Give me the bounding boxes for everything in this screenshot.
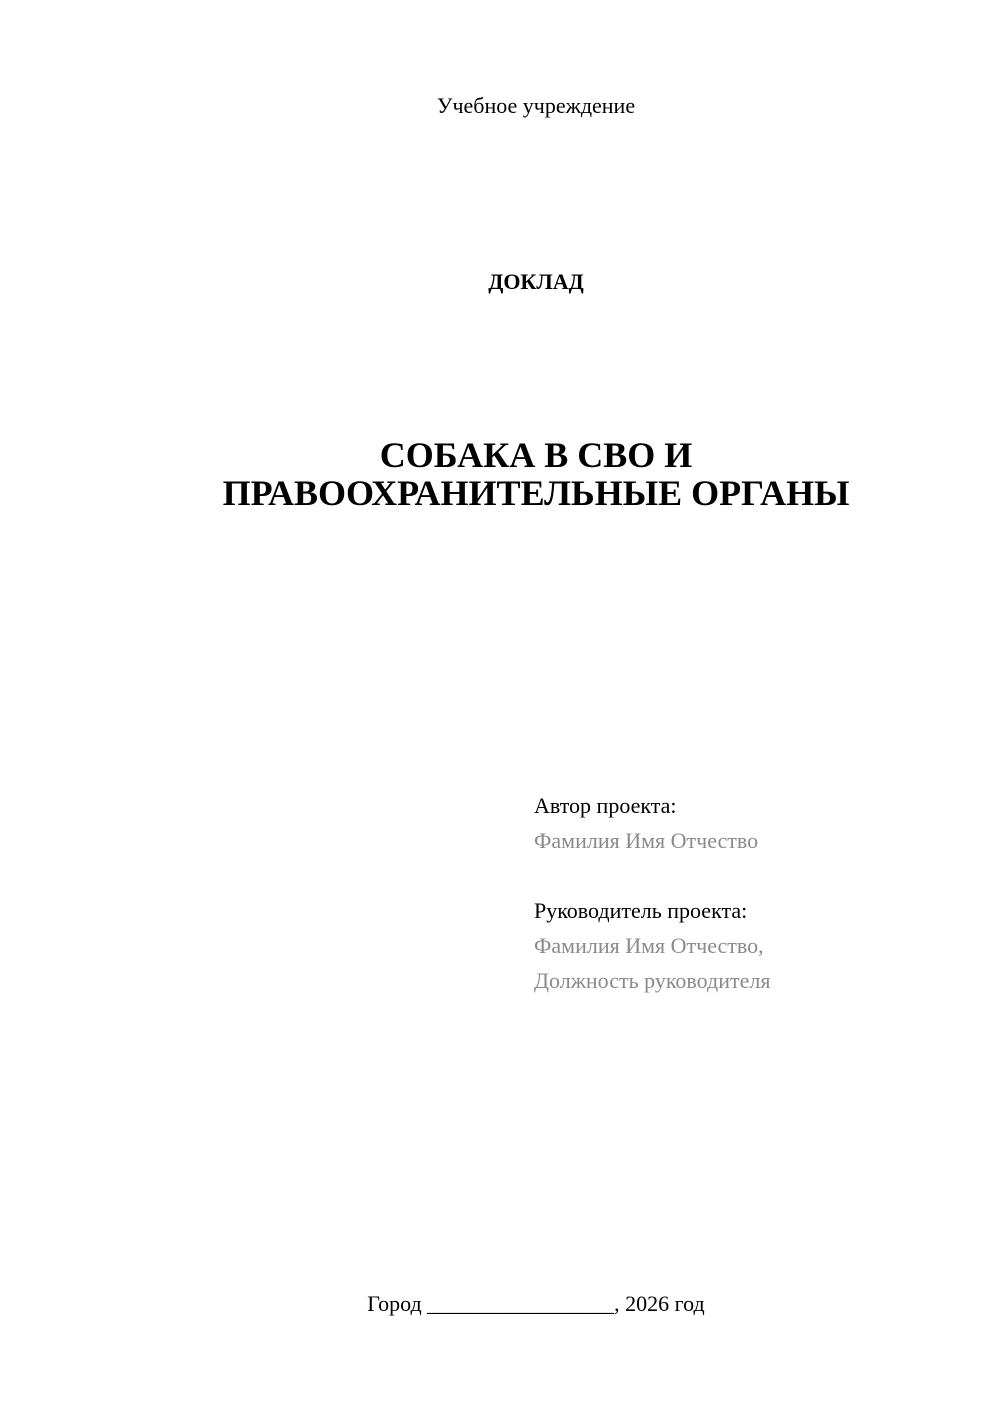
info-spacer: [534, 858, 974, 893]
author-label: Автор проекта:: [534, 793, 677, 818]
project-info: [534, 788, 974, 998]
document-type: ДОКЛАД: [488, 269, 584, 294]
document-title: [0, 436, 1000, 512]
supervisor-position: Должность руководителя: [534, 968, 771, 993]
city-year-line: Город _________________, 2026 год: [367, 1291, 705, 1316]
title-line-1: СОБАКА В СВО И: [379, 435, 693, 475]
title-line-2: ПРАВООХРАНИТЕЛЬНЫЕ ОРГАНЫ: [222, 473, 850, 513]
supervisor-label: Руководитель проекта:: [534, 898, 748, 923]
author-name: Фамилия Имя Отчество: [534, 828, 759, 853]
institution-name: Учебное учреждение: [436, 93, 636, 118]
supervisor-name: Фамилия Имя Отчество,: [534, 933, 764, 958]
